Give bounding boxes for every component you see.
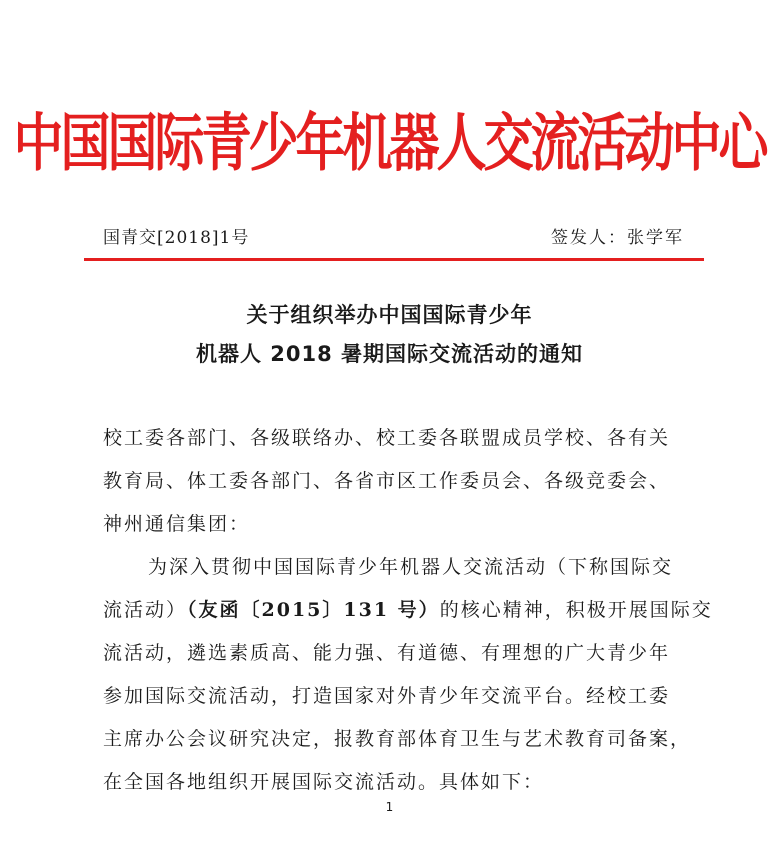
header-divider: [84, 258, 704, 261]
reference-citation: （友函〔2015〕131 号）: [187, 599, 440, 621]
org-masthead: 中国国际青少年机器人交流活动中心: [13, 106, 766, 180]
page-number: 1: [385, 800, 394, 814]
paragraph-line-2: [103, 596, 713, 624]
paragraph-line-2-start: 流活动）: [103, 599, 188, 621]
document-title-line-2: 机器人 2018 暑期国际交流活动的通知: [195, 342, 584, 366]
document-title-line-1: 关于组织举办中国国际青少年: [246, 303, 533, 327]
paragraph-line-6: 在全国各地组织开展国际交流活动。具体如下：: [103, 771, 545, 793]
addressee-line-3: 神州通信集团：: [103, 513, 251, 535]
paragraph-line-5: 主席办公会议研究决定，报教育部体育卫生与艺术教育司备案，: [103, 728, 692, 750]
paragraph-line-3: 流活动，遴选素质高、能力强、有道德、有理想的广大青少年: [103, 642, 671, 664]
document-number: 国青交[2018]1号: [103, 228, 250, 248]
paragraph-line-4: 参加国际交流活动，打造国家对外青少年交流平台。经校工委: [103, 685, 671, 707]
signer: 签发人：张学军: [551, 228, 684, 248]
paragraph-line-2-end: 的核心精神，积极开展国际交: [439, 599, 713, 621]
addressee-line-2: 教育局、体工委各部门、各省市区工作委员会、各级竞委会、: [103, 470, 671, 492]
addressee-line-1: 校工委各部门、各级联络办、校工委各联盟成员学校、各有关: [103, 427, 671, 449]
paragraph-line-1: 为深入贯彻中国国际青少年机器人交流活动（下称国际交: [148, 556, 674, 578]
